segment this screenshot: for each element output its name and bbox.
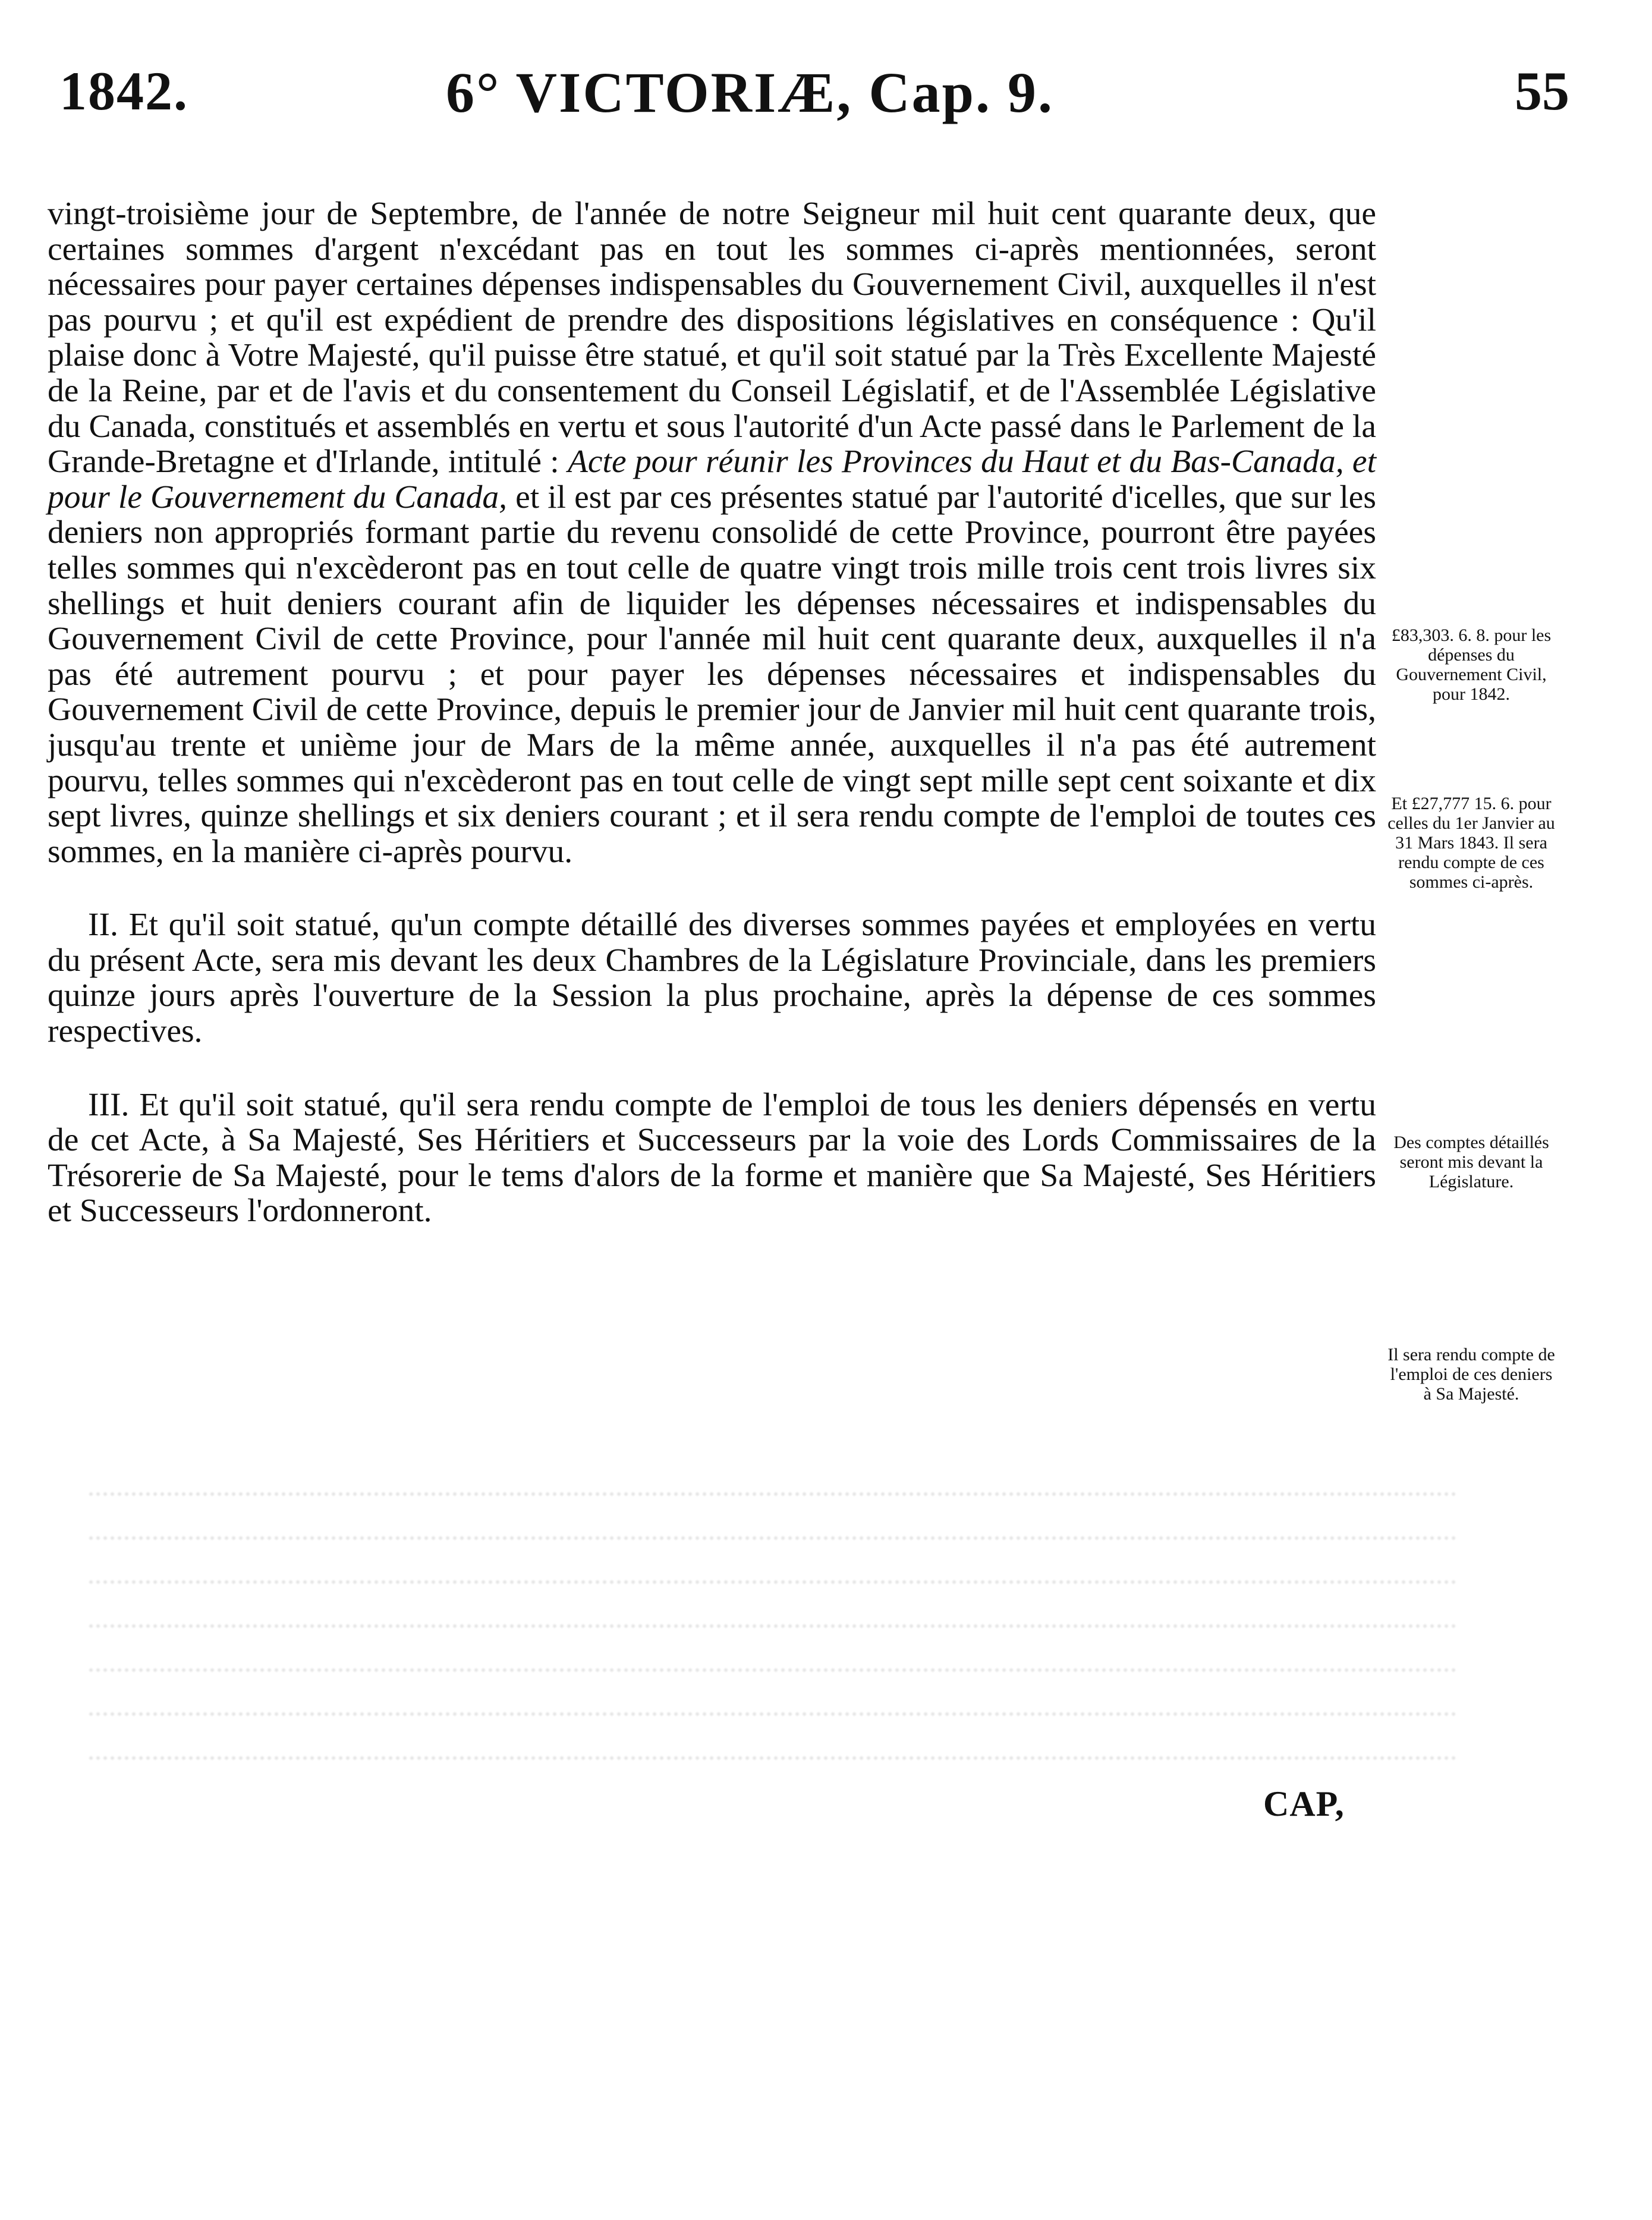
paragraph-section-3: III. Et qu'il soit statué, qu'il sera rendu compte de l'emploi de tous les deniers dépensés en vertu de cet Acte, à Sa Majesté, Ses Héritiers et Successeurs par la voie des Lords Commissaires de la Trésorerie de Sa Majesté, pour le tems d'alors de la forme et manière que Sa Majesté, Ses Héritiers et Successeurs l'ordonneront. bbox=[48, 1086, 1376, 1230]
main-text-column bbox=[48, 196, 1376, 1229]
bleed-line bbox=[89, 1589, 1456, 1628]
margin-note-civil-expenses-1842 bbox=[1385, 625, 1557, 704]
margin-note-expenses-1843 bbox=[1385, 794, 1557, 892]
header-title: 6° VICTORIÆ, Cap. 9. bbox=[446, 61, 1055, 124]
bleed-line bbox=[89, 1721, 1456, 1760]
margin-note-detailed-accounts bbox=[1385, 1133, 1557, 1191]
header-year: 1842. bbox=[59, 61, 188, 121]
margin-note-text: Et £27,777 15. 6. pour celles du 1er Janvier au 31 Mars 1843. Il sera rendu compte de ces sommes ci-après. bbox=[1387, 794, 1555, 892]
bleed-line bbox=[89, 1501, 1456, 1540]
paragraph-preamble bbox=[48, 196, 1376, 869]
margin-note-text: Il sera rendu compte de l'emploi de ces deniers à Sa Majesté. bbox=[1387, 1345, 1555, 1404]
margin-note-text: £83,303. 6. 8. pour les dépenses du Gouvernement Civil, pour 1842. bbox=[1391, 625, 1552, 704]
bleed-line bbox=[89, 1633, 1456, 1672]
act-title-italic: Acte pour réunir les Provinces du Haut et du Bas-Canada, et pour le Gouvernement du Canada, bbox=[48, 444, 1376, 515]
margin-note-text: Des comptes détaillés seront mis devant la Législature. bbox=[1393, 1133, 1549, 1191]
paragraph-section-2: II. Et qu'il soit statué, qu'un compte détaillé des diverses sommes payées et employées en vertu du présent Acte, sera mis devant les deux Chambres de la Législature Provinciale, dans les premiers quinze jours après l'ouverture de la Session la plus prochaine, après la dépense de ces sommes respectives. bbox=[48, 907, 1376, 1050]
margin-note-account-to-majesty bbox=[1385, 1345, 1557, 1404]
running-head bbox=[59, 59, 1569, 149]
page-number: 55 bbox=[1515, 61, 1569, 121]
show-through-bleed bbox=[89, 1457, 1456, 1790]
preamble-text-start: vingt-troisième jour de Septembre, de l'année de notre Seigneur mil huit cent quarante deux, que certaines sommes d'argent n'excédant pas en tout les sommes ci-après mentionnées, seront nécessaires pour payer certaines dépenses indispensables du Gouvernement Civil, auxquelles il n'est pas pourvu ; et qu'il est expédient de prendre des dispositions législatives en conséquence : Qu'il plaise donc à Votre Majesté, qu'il puisse être statué, et qu'il soit statué par la Très Excellente Majesté de la Reine, par et de l'avis et du consentement du Conseil Législatif, et de l'Assemblée Législative du Canada, constitués et assemblés en vertu et sous l'autorité d'un Acte passé dans le Parlement de la Grande-Bretagne et d'Irlande, intitulé : bbox=[48, 196, 1376, 480]
bleed-line bbox=[89, 1457, 1456, 1496]
catchword: CAP, bbox=[1263, 1784, 1345, 1823]
bleed-line bbox=[89, 1677, 1456, 1716]
bleed-line bbox=[89, 1545, 1456, 1584]
preamble-text-end: et il est par ces présentes statué par l'autorité d'icelles, que sur les deniers non appropriés formant partie du revenu consolidé de cette Province, pourront être payées telles sommes qui n'excèderont pas en tout celle de quatre vingt trois mille trois cent trois livres six shellings et huit deniers courant afin de liquider les dépenses nécessaires et indispensables du Gouvernement Civil de cette Province, pour l'année mil huit cent quarante deux, auxquelles il n'a pas été autrement pourvu ; et pour payer les dépenses nécessaires et indispensables du Gouvernement Civil de cette Province, depuis le premier jour de Janvier mil huit cent quarante trois, jusqu'au trente et unième jour de Mars de la même année, auxquelles il n'a pas été autrement pourvu, telles sommes qui n'excèderont pas en tout celle de vingt sept mille sept cent soixante et dix sept livres, quinze shellings et six deniers courant ; et il sera rendu compte de l'emploi de toutes ces sommes, en la manière ci-après pourvu. bbox=[48, 479, 1376, 870]
